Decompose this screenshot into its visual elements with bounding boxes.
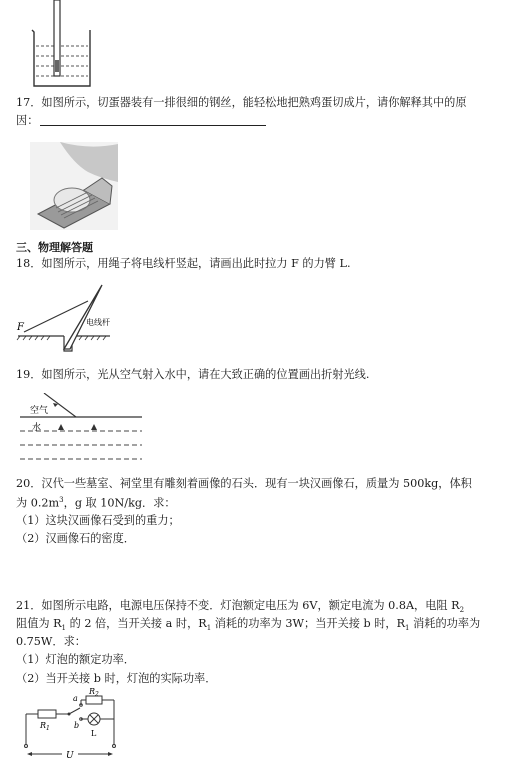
q17-text: 17．如图所示，切蛋器装有一排很细的钢丝，能轻松地把熟鸡蛋切成片，请你解释其中的原 [16, 96, 467, 109]
label-pole: 电线杆 [86, 318, 110, 327]
q21-sub2: （2）当开关接 b 时，灯泡的实际功率． [16, 672, 217, 685]
q21-l2b: 的 2 倍，当开关接 a 时，R [66, 617, 207, 630]
label-F: F [17, 322, 24, 333]
section-title: 三、物理解答题 [16, 241, 93, 254]
q20-sup: 3 [59, 496, 64, 504]
egg-slicer-image [30, 142, 118, 230]
q17-answer-line [16, 115, 266, 126]
q21-l1a: 21．如图所示电路，电源电压保持不变．灯泡额定电压为 6V，额定电流为 0.8A，电阻 R [16, 599, 460, 612]
q20-l2a: 为 0.2m [16, 496, 60, 510]
beaker-figure [30, 0, 100, 90]
q21-sub1: （1）灯泡的额定功率． [16, 653, 135, 666]
q17-cont: 因： [16, 114, 39, 127]
label-U: U [66, 751, 74, 760]
q21-line1 [16, 600, 464, 614]
resistor-R1 [38, 710, 56, 718]
label-R1: $R_1$ [40, 721, 50, 732]
label-water: 水 [32, 423, 42, 433]
label-air: 空气 [30, 406, 49, 416]
q21-line3: 0.75W．求： [16, 635, 86, 648]
refraction-figure [20, 393, 142, 471]
q21-l1sub: 2 [459, 606, 465, 615]
label-L: L [91, 729, 97, 738]
q20-sub2: （2）汉画像石的密度． [16, 532, 135, 545]
label-b: b [74, 721, 80, 730]
label-R2: $R_2$ [89, 688, 99, 698]
q20-l2b: ，g 取 10N/kg．求： [63, 496, 176, 510]
circuit-diagram [22, 688, 134, 760]
answer-blank[interactable] [40, 115, 266, 126]
label-a: a [73, 694, 78, 703]
q18-text: 18．如图所示，用绳子将电线杆竖起，请画出此时拉力 F 的力臂 L. [16, 257, 351, 270]
q21-l2a: 阻值为 R [16, 617, 62, 630]
q20-line2 [16, 497, 176, 509]
q21-s1: 1 [61, 624, 67, 633]
q20-line1: 20．汉代一些墓室、祠堂里有雕刻着画像的石头．现有一块汉画像石，质量为 500kg，体积 [16, 477, 472, 490]
q21-s2: 1 [206, 624, 212, 633]
q21-s3: 1 [405, 624, 410, 633]
q20-sub1: （1）这块汉画像石受到的重力； [16, 514, 180, 527]
pole-figure [14, 283, 112, 355]
q21-l2c: 消耗的功率为 3W；当开关接 b 时，R [211, 617, 406, 630]
q21-line2 [16, 618, 480, 632]
q21-l2d: 消耗的功率为 [409, 617, 481, 630]
q19-text: 19．如图所示，光从空气射入水中，请在大致正确的位置画出折射光线. [16, 368, 370, 381]
resistor-R2 [86, 696, 102, 704]
